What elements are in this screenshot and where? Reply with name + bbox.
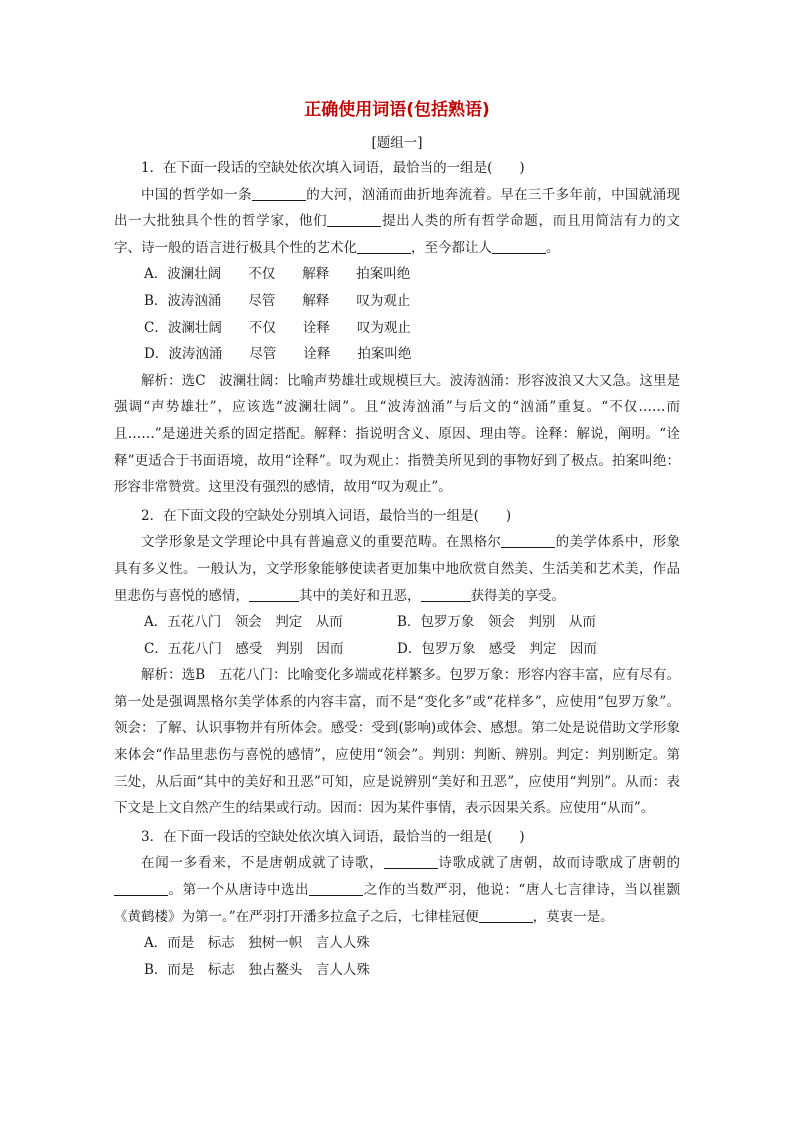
group-label: [题组一]	[371, 135, 423, 151]
question-1-passage: 中国的哲学如一条 的大河，汹涌而曲折地奔流着。早在三千多年前，中国就涌现出一大批独具个性的哲学家，他们 提出人类的所有哲学命题，而且用简洁有力的文字、诗一般的语言进行极具个性的艺术化 ，至今都让人 。	[114, 186, 681, 256]
blank	[492, 239, 546, 254]
question-3-option-a: A．而是 标志 独树一帜 言人人殊	[144, 935, 370, 952]
blank	[114, 881, 168, 896]
question-3-stem: 3．在下面一段话的空缺处依次填入词语，最恰当的一组是( )	[141, 828, 525, 845]
question-1-analysis: 解析：选C 波澜壮阔：比喻声势雄壮或规模巨大。波涛汹涌：形容波浪又大又急。这里是强调“声势雄壮”，应该选“波澜壮阔”。且“波涛汹涌”与后文的“汹涌”重复。“不仅……而且……”是递进关系的固定搭配。解释：指说明含义、原因、理由等。诠释：解说，阐明。“诠释”更适合于书面语境，故用“诠释”。叹为观止：指赞美所见到的事物好到了极点。拍案叫绝：形容非常赞赏。这里没有强烈的感情，故用“叹为观止”。	[114, 372, 680, 496]
blank	[252, 186, 306, 201]
blank	[384, 854, 438, 869]
question-2-option-b: B．包罗万象 领会 判别 从而	[397, 614, 596, 631]
blank	[327, 212, 381, 227]
question-2-option-a: A．五花八门 领会 判定 从而	[144, 614, 343, 631]
question-1-option-c: C．波澜壮阔 不仅 诠释 叹为观止	[144, 319, 411, 336]
blank	[479, 908, 533, 923]
question-1-option-a: A．波澜壮阔 不仅 解释 拍案叫绝	[144, 266, 411, 283]
question-3-option-b: B．而是 标志 独占鳌头 言人人殊	[144, 961, 370, 978]
page-title: 正确使用词语(包括熟语)	[304, 100, 490, 120]
question-3-passage: 在闻一多看来，不是唐朝成就了诗歌， 诗歌成就了唐朝，故而诗歌成了唐朝的。第一个从唐诗中选出 之作的当数严羽，他说：“唐人七言律诗，当以崔颢《黄鹤楼》为第一。”在严羽打开潘多拉盒子之后，七律桂冠便 ，莫衷一是。	[114, 855, 681, 925]
question-1-option-d: D．波涛汹涌 尽管 诠释 拍案叫绝	[144, 346, 412, 363]
question-2-option-c: C．五花八门 感受 判别 因而	[144, 640, 344, 657]
blank	[249, 587, 299, 602]
question-2-options-row-1	[114, 609, 680, 636]
question-2-stem: 2．在下面文段的空缺处分别填入词语，最恰当的一组是( )	[141, 507, 512, 524]
blank	[309, 881, 363, 896]
question-2-passage: 文学形象是文学理论中具有普遍意义的重要范畴。在黑格尔 的美学体系中，形象具有多义性。一般认为，文学形象能够使读者更加集中地欣赏自然美、生活美和艺术美，作品里悲伤与喜悦的感情， 其中的美好和丑恶， 获得美的享受。	[114, 534, 681, 604]
question-1-stem: 1．在下面一段话的空缺处依次填入词语，最恰当的一组是( )	[141, 160, 525, 176]
blank	[421, 587, 471, 602]
question-2-option-d: D．包罗万象 感受 判定 因而	[397, 640, 597, 657]
blank	[501, 533, 555, 548]
question-2-options-row-2	[114, 636, 680, 663]
blank	[357, 239, 411, 254]
question-1-option-b: B．波涛汹涌 尽管 解释 叹为观止	[144, 292, 411, 309]
question-2-analysis: 解析：选B 五花八门：比喻变化多端或花样繁多。包罗万象：形容内容丰富，应有尽有。第一处是强调黑格尔美学体系的内容丰富，而不是“变化多”或“花样多”，应使用“包罗万象”。领会：了解、认识事物并有所体会。感受：受到(影响)或体会、感想。第二处是说借助文学形象来体会“作品里悲伤与喜悦的感情”，应使用“领会”。判别：判断、辨别。判定：判别断定。第三处，从后面“其中的美好和丑恶”可知，应是说辨别“美好和丑恶”，应使用“判别”。从而：表下文是上文自然产生的结果或行动。因而：因为某件事情，表示因果关系。应使用“从而”。	[114, 667, 680, 817]
